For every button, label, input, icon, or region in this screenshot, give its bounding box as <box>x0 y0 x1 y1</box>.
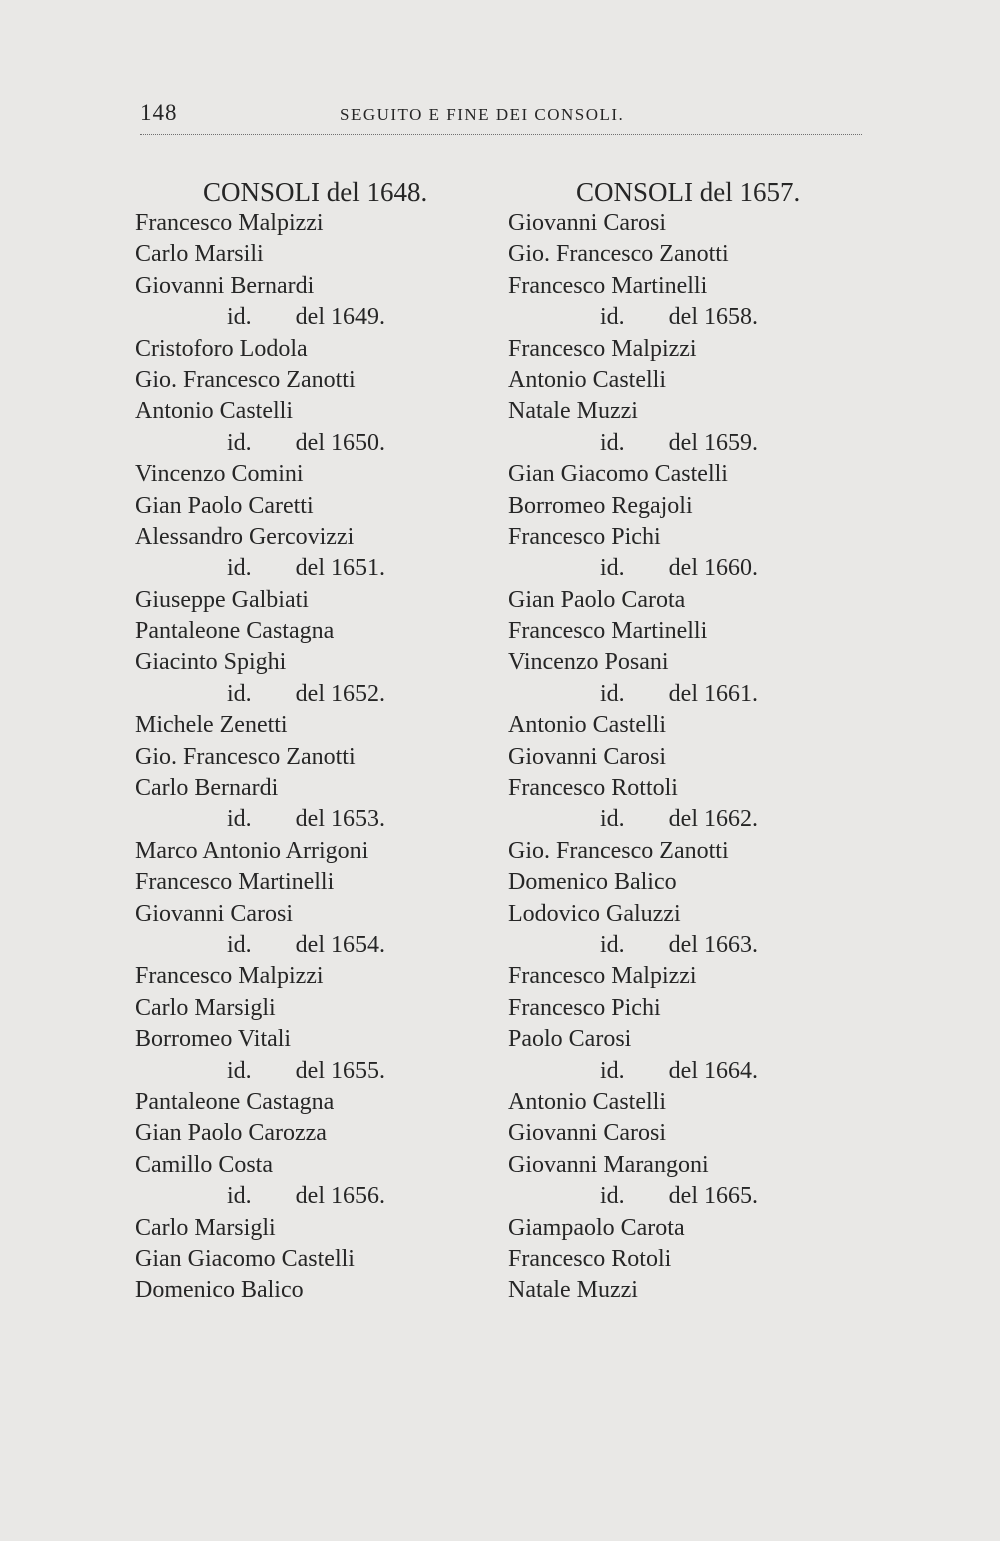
consul-name: Gio. Francesco Zanotti <box>135 743 356 770</box>
consul-name: Francesco Malpizzi <box>135 963 324 990</box>
consul-name: Lodovico Galuzzi <box>508 900 681 927</box>
year-heading <box>135 679 495 710</box>
consul-name: Gio. Francesco Zanotti <box>135 366 356 393</box>
year-label: del 1665. <box>668 1183 758 1210</box>
consul-name: Borromeo Vitali <box>135 1026 292 1053</box>
year-label: del 1654. <box>295 931 385 958</box>
id-label: id. <box>600 680 625 707</box>
id-label: id. <box>600 931 625 958</box>
consul-name: Vincenzo Posani <box>508 649 669 676</box>
id-label: id. <box>600 304 625 331</box>
consul-name: Gian Paolo Carozza <box>135 1120 327 1147</box>
year-heading <box>508 428 868 459</box>
consul-name: Carlo Marsili <box>135 241 264 268</box>
consul-name: Natale Muzzi <box>508 398 638 425</box>
id-label: id. <box>600 1183 625 1210</box>
consul-name: Natale Muzzi <box>508 1277 638 1304</box>
consul-name: Giovanni Carosi <box>135 900 293 927</box>
consul-name: Carlo Marsigli <box>135 994 276 1021</box>
year-label: del 1653. <box>295 806 385 833</box>
consul-name: Carlo Marsigli <box>135 1214 276 1241</box>
year-heading <box>135 428 495 459</box>
year-label: del 1664. <box>668 1057 758 1084</box>
id-label: id. <box>600 555 625 582</box>
running-title: SEGUITO E FINE DEI CONSOLI. <box>340 105 625 124</box>
consul-name: Gian Paolo Carota <box>508 586 686 613</box>
consuls-column-left <box>135 176 495 1307</box>
consul-name: Antonio Castelli <box>508 1088 666 1115</box>
consul-name: Giovanni Marangoni <box>508 1151 709 1178</box>
year-label: del 1655. <box>295 1057 385 1084</box>
id-label: id. <box>227 429 252 456</box>
consul-name: Giampaolo Carota <box>508 1214 685 1241</box>
consul-name: Francesco Pichi <box>508 994 661 1021</box>
consul-name: Camillo Costa <box>135 1151 273 1178</box>
id-label: id. <box>227 931 252 958</box>
year-heading <box>508 302 868 333</box>
consul-name: Gian Paolo Caretti <box>135 492 314 519</box>
consul-name: Gian Giacomo Castelli <box>135 1245 355 1272</box>
year-label: del 1656. <box>295 1183 385 1210</box>
consul-name: Giovanni Carosi <box>508 210 666 236</box>
year-label: del 1660. <box>668 555 758 582</box>
consul-name: Gio. Francesco Zanotti <box>508 241 729 268</box>
id-label: id. <box>227 1057 252 1084</box>
id-label: id. <box>227 304 252 331</box>
consul-name: Pantaleone Castagna <box>135 618 335 645</box>
year-heading <box>135 1056 495 1087</box>
consuls-heading: CONSOLI del 1648. <box>203 177 428 207</box>
consul-name: Antonio Castelli <box>508 366 666 393</box>
consul-name: Carlo Bernardi <box>135 775 279 802</box>
year-label: del 1661. <box>668 680 758 707</box>
consul-name: Giovanni Carosi <box>508 743 666 770</box>
consuls-heading: CONSOLI del 1657. <box>576 177 801 207</box>
year-label: del 1663. <box>668 931 758 958</box>
year-label: del 1652. <box>295 680 385 707</box>
consul-name: Antonio Castelli <box>508 712 666 739</box>
consul-name: Francesco Pichi <box>508 523 661 550</box>
consul-name: Pantaleone Castagna <box>135 1088 335 1115</box>
year-heading <box>135 302 495 333</box>
year-label: del 1650. <box>295 429 385 456</box>
year-heading <box>508 679 868 710</box>
consul-name: Giuseppe Galbiati <box>135 586 309 613</box>
consul-name: Francesco Malpizzi <box>508 335 697 362</box>
year-heading <box>508 1181 868 1212</box>
year-heading <box>508 930 868 961</box>
consul-name: Gio. Francesco Zanotti <box>508 837 729 864</box>
id-label: id. <box>227 680 252 707</box>
consul-name: Francesco Martinelli <box>135 869 335 896</box>
consul-name: Domenico Balico <box>508 869 677 896</box>
consul-name: Paolo Carosi <box>508 1026 632 1053</box>
id-label: id. <box>227 555 252 582</box>
id-label: id. <box>600 429 625 456</box>
year-heading <box>135 553 495 584</box>
year-heading <box>135 930 495 961</box>
consul-name: Francesco Malpizzi <box>508 963 697 990</box>
consul-name: Cristoforo Lodola <box>135 335 308 362</box>
consul-name: Giovanni Carosi <box>508 1120 666 1147</box>
year-label: del 1649. <box>295 304 385 331</box>
year-label: del 1659. <box>668 429 758 456</box>
consul-name: Borromeo Regajoli <box>508 492 693 519</box>
year-heading <box>508 804 868 835</box>
consul-name: Antonio Castelli <box>135 398 293 425</box>
consul-name: Gian Giacomo Castelli <box>508 461 728 488</box>
year-label: del 1662. <box>668 806 758 833</box>
year-heading <box>135 1181 495 1212</box>
consul-name: Marco Antonio Arrigoni <box>135 837 369 864</box>
year-heading <box>508 553 868 584</box>
consul-name: Domenico Balico <box>135 1277 304 1304</box>
consul-name: Alessandro Gercovizzi <box>135 523 355 550</box>
year-heading <box>135 804 495 835</box>
consul-name: Francesco Malpizzi <box>135 210 324 236</box>
year-label: del 1658. <box>668 304 758 331</box>
id-label: id. <box>227 806 252 833</box>
id-label: id. <box>227 1183 252 1210</box>
consul-name: Francesco Martinelli <box>508 272 708 299</box>
id-label: id. <box>600 1057 625 1084</box>
year-label: del 1651. <box>295 555 385 582</box>
consul-name: Francesco Martinelli <box>508 618 708 645</box>
running-header <box>140 100 862 135</box>
consul-name: Francesco Rottoli <box>508 775 678 802</box>
consuls-column-right <box>508 176 868 1307</box>
id-label: id. <box>600 806 625 833</box>
consul-name: Vincenzo Comini <box>135 461 304 488</box>
consul-name: Giovanni Bernardi <box>135 272 315 299</box>
consul-name: Michele Zenetti <box>135 712 288 739</box>
year-heading <box>508 1056 868 1087</box>
page-number: 148 <box>140 100 178 125</box>
consul-name: Giacinto Spighi <box>135 649 287 676</box>
consul-name: Francesco Rotoli <box>508 1245 672 1272</box>
